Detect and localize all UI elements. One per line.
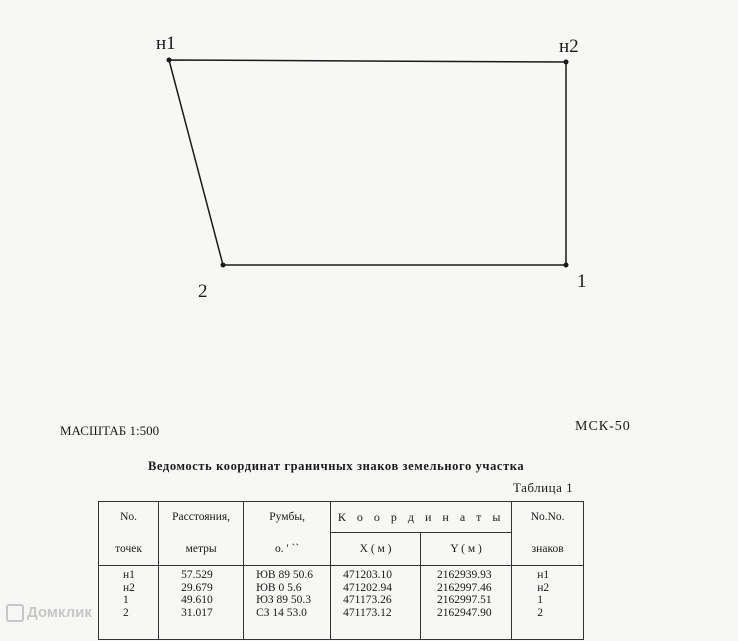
col-distances: [159, 566, 244, 640]
header-x: Х ( м ): [331, 533, 421, 566]
vertex-2: [221, 263, 226, 268]
parcel-boundary: [169, 60, 566, 265]
cell-distance: 57.529: [181, 569, 213, 581]
header-coordinates: К о о р д и н а т ы: [331, 502, 512, 533]
cell-y: 2162939.93: [437, 569, 492, 581]
header-rumb: Румбы,: [244, 502, 331, 533]
cell-distance: 31.017: [181, 606, 213, 619]
label-n2: н2: [559, 36, 579, 57]
header-signs: знаков: [512, 533, 584, 566]
coordinates-table: [98, 501, 584, 640]
statement-title: Ведомость координат граничных знаков земельного участка: [148, 459, 525, 473]
label-1: 1: [577, 271, 587, 292]
cell-y: 2162947.90: [437, 606, 492, 619]
home-icon: [6, 604, 24, 622]
cell-rumb: ЮВ 0 5.6: [256, 581, 302, 594]
cell-distance: 49.610: [181, 594, 213, 606]
table-subheader-row: [99, 533, 584, 566]
col-signs: [512, 566, 584, 640]
col-x: [331, 566, 421, 640]
cell-sign: н1: [537, 569, 550, 581]
vertex-n1: [167, 58, 172, 63]
cell-x: 471203.10: [343, 569, 392, 581]
cell-x: 471173.12: [343, 606, 392, 619]
vertex-n2: [564, 60, 569, 65]
header-degrees: о. ' ``: [244, 533, 331, 566]
col-points: [99, 566, 159, 640]
watermark: [6, 604, 92, 622]
header-distance: Расстояния,: [159, 502, 244, 533]
cell-sign: 1: [537, 594, 544, 606]
cell-x: 471173.26: [343, 594, 392, 606]
header-no: No.: [99, 502, 159, 533]
header-points: точек: [99, 533, 159, 566]
cell-rumb: ЮЗ 89 50.3: [256, 594, 312, 606]
vertex-1: [564, 263, 569, 268]
cell-x: 471202.94: [343, 581, 392, 594]
cell-distance: 29.679: [181, 581, 213, 594]
col-y: [421, 566, 512, 640]
watermark-text: Домклик: [27, 604, 92, 621]
header-meters: метры: [159, 533, 244, 566]
table-data-row: [99, 566, 584, 640]
label-n1: н1: [156, 33, 176, 54]
scale-label: МАСШТАБ 1:500: [60, 423, 160, 438]
cell-y: 2162997.51: [437, 594, 492, 606]
table-header-row: [99, 502, 584, 533]
col-rumbs: [244, 566, 331, 640]
cell-rumb: ЮВ 89 50.6: [256, 569, 313, 581]
table-number: Таблица 1: [513, 480, 574, 495]
coordinate-system: МСК-50: [575, 419, 631, 434]
cell-sign: 2: [537, 606, 544, 619]
parcel-plan: [0, 0, 738, 320]
header-y: Y ( м ): [421, 533, 512, 566]
cell-point: 1: [123, 594, 129, 606]
cell-y: 2162997.46: [437, 581, 492, 594]
cell-point: 2: [123, 606, 129, 619]
label-2: 2: [198, 281, 208, 302]
cell-sign: н2: [537, 581, 550, 594]
cell-point: н2: [123, 581, 135, 594]
cell-point: н1: [123, 569, 135, 581]
header-sign-no: No.No.: [512, 502, 584, 533]
cell-rumb: СЗ 14 53.0: [256, 606, 307, 619]
